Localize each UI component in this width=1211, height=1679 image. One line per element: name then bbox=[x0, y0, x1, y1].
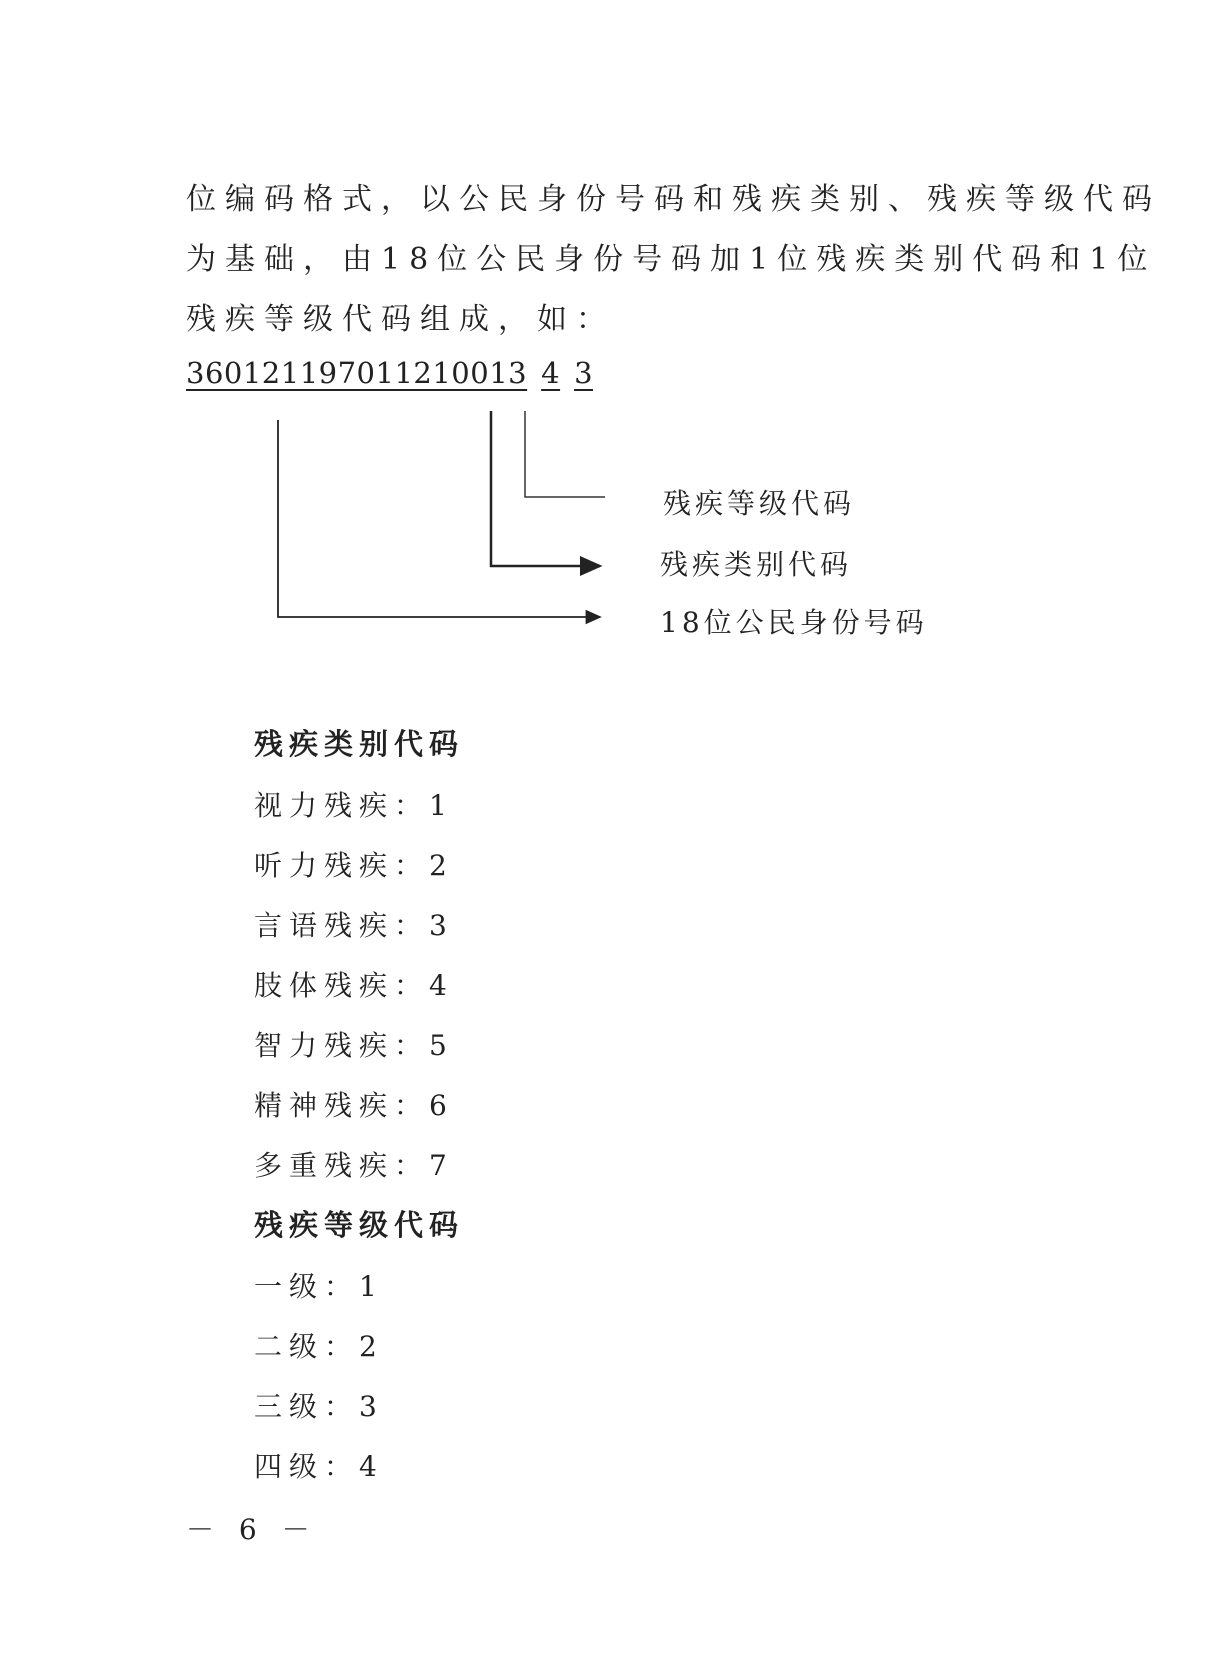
category-item: 智力残疾：5 bbox=[254, 1029, 454, 1062]
category-item: 视力残疾：1 bbox=[254, 789, 454, 822]
level-item: 四级：4 bbox=[254, 1450, 384, 1483]
example-level-code: 3 bbox=[574, 356, 594, 390]
example-category-code: 4 bbox=[541, 356, 561, 390]
category-item: 多重残疾：7 bbox=[254, 1149, 454, 1182]
intro-line-1: 位编码格式，以公民身份号码和残疾类别、残疾等级代码 bbox=[186, 182, 1161, 217]
id-connector-arrow bbox=[278, 420, 600, 617]
level-connector-line bbox=[525, 411, 605, 497]
level-item: 一级：1 bbox=[254, 1270, 384, 1303]
category-heading: 残疾类别代码 bbox=[254, 727, 465, 761]
level-heading: 残疾等级代码 bbox=[254, 1208, 465, 1242]
example-id-number: 360121197011210013 bbox=[186, 356, 528, 390]
category-item: 精神残疾：6 bbox=[254, 1089, 454, 1122]
level-item: 二级：2 bbox=[254, 1330, 384, 1363]
page-number: － 6 － bbox=[186, 1513, 318, 1546]
level-item: 三级：3 bbox=[254, 1390, 384, 1423]
intro-line-3: 残疾等级代码组成，如： bbox=[186, 302, 615, 337]
label-level-code: 残疾等级代码 bbox=[663, 487, 856, 520]
category-item: 听力残疾：2 bbox=[254, 849, 454, 882]
label-id-number: 18位公民身份号码 bbox=[660, 606, 928, 639]
category-item: 言语残疾：3 bbox=[254, 909, 454, 942]
category-connector-arrow bbox=[491, 411, 600, 566]
intro-line-2: 为基础，由18位公民身份号码加1位残疾类别代码和1位 bbox=[186, 242, 1157, 277]
category-item: 肢体残疾：4 bbox=[254, 969, 454, 1002]
label-category-code: 残疾类别代码 bbox=[660, 548, 853, 581]
